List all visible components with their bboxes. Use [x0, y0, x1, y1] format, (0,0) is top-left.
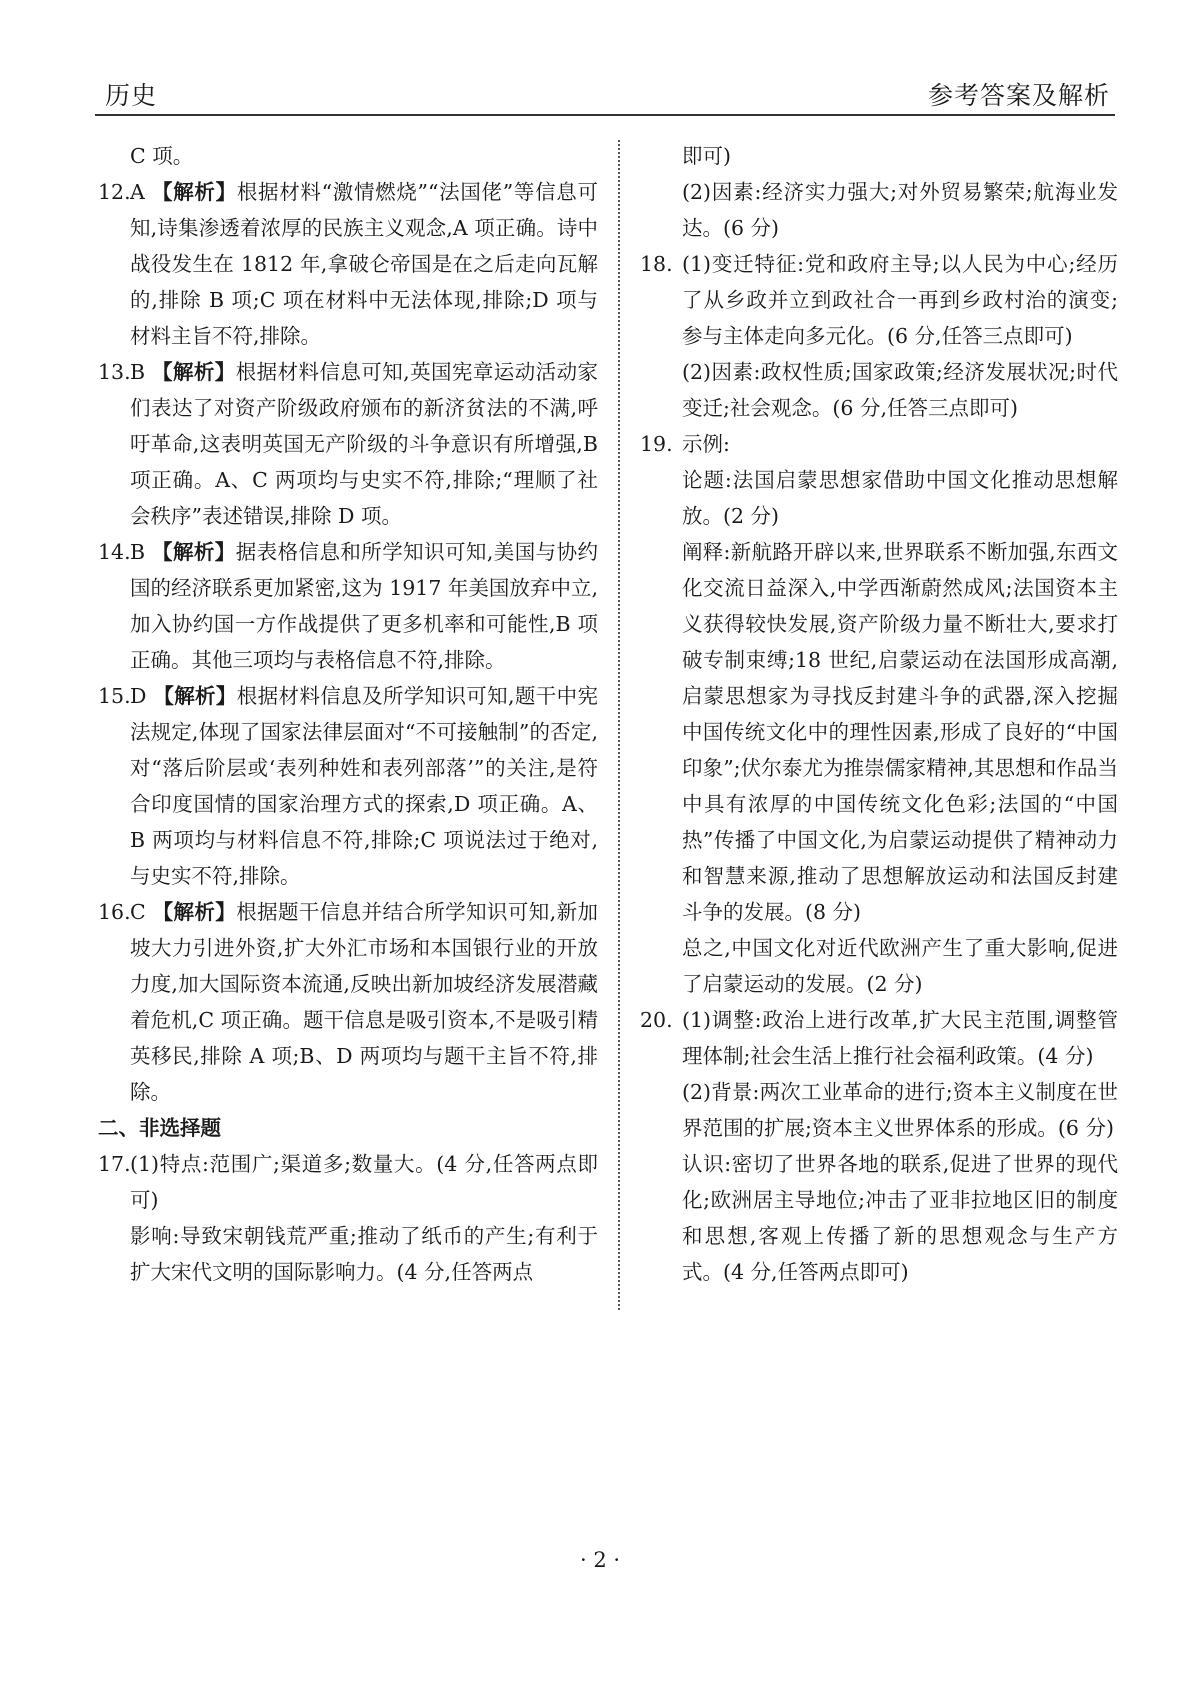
question-13: [98, 354, 598, 534]
answer-part-2: (2)背景:两次工业革命的进行;资本主义制度在世界范围的扩展;资本主义世界体系的形成。(6 分): [682, 1080, 1118, 1140]
question-12: [98, 174, 598, 354]
subject-title: 历史: [105, 81, 158, 110]
question-body: [130, 174, 598, 354]
question-number: 20.: [640, 1008, 673, 1032]
example-intro: 示例:: [682, 432, 730, 456]
question-15: [98, 678, 598, 894]
question-number: 19.: [640, 432, 673, 456]
answer-part-1: (1)变迁特征:党和政府主导;以人民为中心;经历了从乡政并立到政社合一再到乡政村治的演变;参与主体走向多元化。(6 分,任答三点即可): [682, 252, 1118, 348]
analysis-label: 【解析】: [152, 540, 236, 564]
question-number: 17.: [98, 1152, 131, 1176]
question-number: 13.: [98, 360, 131, 384]
continued-part: (2)因素:经济实力强大;对外贸易繁荣;航海业发达。(6 分): [682, 180, 1118, 240]
answer-part-1: (1)调整:政治上进行改革,扩大民主范围,调整管理体制;社会生活上推行社会福利政策。(4 分): [682, 1008, 1118, 1068]
section-heading: 二、非选择题: [98, 1116, 221, 1140]
thesis-text: 论题:法国启蒙思想家借助中国文化推动思想解放。(2 分): [682, 468, 1118, 528]
analysis-text: 根据材料“激情燃烧”“法国佬”等信息可知,诗集渗透着浓厚的民族主义观念,A 项正确。诗中战役发生在 1812 年,拿破仑帝国是在之后走向瓦解的,排除 B 项;C 项在材料中无法体现,排除;D 项与材料主旨不符,排除。: [130, 180, 599, 348]
answer-letter: A: [130, 180, 145, 204]
analysis-label: 【解析】: [153, 684, 237, 708]
question-14: [98, 534, 598, 678]
answer-part-2: 影响:导致宋朝钱荒严重;推动了纸币的产生;有利于扩大宋代文明的国际影响力。(4 分,任答两点: [130, 1224, 598, 1284]
answer-letter: B: [130, 540, 146, 564]
question-body: [130, 894, 598, 1110]
analysis-label: 【解析】: [152, 180, 237, 204]
question-20: [640, 1002, 1118, 1074]
answer-letter: C: [130, 900, 146, 924]
analysis-text: 根据材料信息及所学知识可知,题干中宪法规定,体现了国家法律层面对“不可接触制”的否定,对“落后阶层或‘表列种姓和表列部落’”的关注,是符合印度国情的国家治理方式的探索,D 项正确。A、B 两项均与材料信息不符,排除;C 项说法过于绝对,与史实不符,排除。: [130, 684, 599, 888]
analysis-text: 根据材料信息可知,英国宪章运动活动家们表达了对资产阶级政府颁布的新济贫法的不满,呼吁革命,这表明英国无产阶级的斗争意识有所增强,B 项正确。A、C 两项均与史实不符,排除;“理顺了社会秩序”表述错误,排除 D 项。: [130, 360, 599, 528]
analysis-label: 【解析】: [152, 360, 236, 384]
right-column: [640, 138, 1118, 1290]
page-header: [95, 72, 1115, 116]
question-16: [98, 894, 598, 1110]
question-number: 12.: [98, 180, 131, 204]
question-number: 15.: [98, 684, 131, 708]
question-body: [130, 678, 598, 894]
question-18: [640, 246, 1118, 354]
question-body: [130, 354, 598, 534]
column-divider: [618, 140, 620, 1310]
document-title: 参考答案及解析: [927, 81, 1110, 110]
answer-letter: B: [130, 360, 146, 384]
answer-part-3: 认识:密切了世界各地的联系,促进了世界的现代化;欧洲居主导地位;冲击了亚非拉地区旧的制度和思想,客观上传播了新的思想观念与生产方式。(4 分,任答两点即可): [682, 1152, 1118, 1284]
page-number: · 2 ·: [579, 1548, 621, 1572]
question-number: 14.: [98, 540, 131, 564]
question-body: [130, 534, 598, 678]
answer-part-2: (2)因素:政权性质;国家政策;经济发展状况;时代变迁;社会观念。(6 分,任答三点即可): [682, 360, 1118, 420]
question-number: 16.: [98, 900, 131, 924]
answer-letter: D: [130, 684, 147, 708]
analysis-text: 根据题干信息并结合所学知识可知,新加坡大力引进外资,扩大外汇市场和本国银行业的开放力度,加大国际资本流通,反映出新加坡经济发展潜藏着危机,C 项正确。题干信息是吸引资本,不是吸引精英移民,排除 A 项;B、D 两项均与题干主旨不符,排除。: [130, 900, 598, 1104]
answer-part-1: (1)特点:范围广;渠道多;数量大。(4 分,任答两点即可): [130, 1152, 598, 1212]
left-column: [98, 138, 598, 1290]
question-17: [98, 1146, 598, 1218]
analysis-text: 据表格信息和所学知识可知,美国与协约国的经济联系更加紧密,这为 1917 年美国放弃中立,加入协约国一方作战提供了更多机率和可能性,B 项正确。其他三项均与表格信息不符,排除。: [130, 540, 599, 672]
question-19: [640, 426, 1118, 462]
continued-text: C 项。: [130, 144, 194, 168]
continued-text: 即可): [682, 144, 731, 168]
elaboration-text: 阐释:新航路开辟以来,世界联系不断加强,东西文化交流日益深入,中学西渐蔚然成风;法国资本主义获得较快发展,资产阶级力量不断壮大,要求打破专制束缚;18 世纪,启蒙运动在法国形成高潮,启蒙思想家为寻找反封建斗争的武器,深入挖掘中国传统文化中的理性因素,形成了良好的“中国印象”;伏尔泰尤为推崇儒家精神,其思想和作品当中具有浓厚的中国传统文化色彩;法国的“中国热”传播了中国文化,为启蒙运动提供了精神动力和智慧来源,推动了思想解放运动和法国反封建斗争的发展。(8 分): [682, 540, 1118, 924]
question-number: 18.: [640, 252, 673, 276]
analysis-label: 【解析】: [152, 900, 237, 924]
conclusion-text: 总之,中国文化对近代欧洲产生了重大影响,促进了启蒙运动的发展。(2 分): [682, 936, 1118, 996]
